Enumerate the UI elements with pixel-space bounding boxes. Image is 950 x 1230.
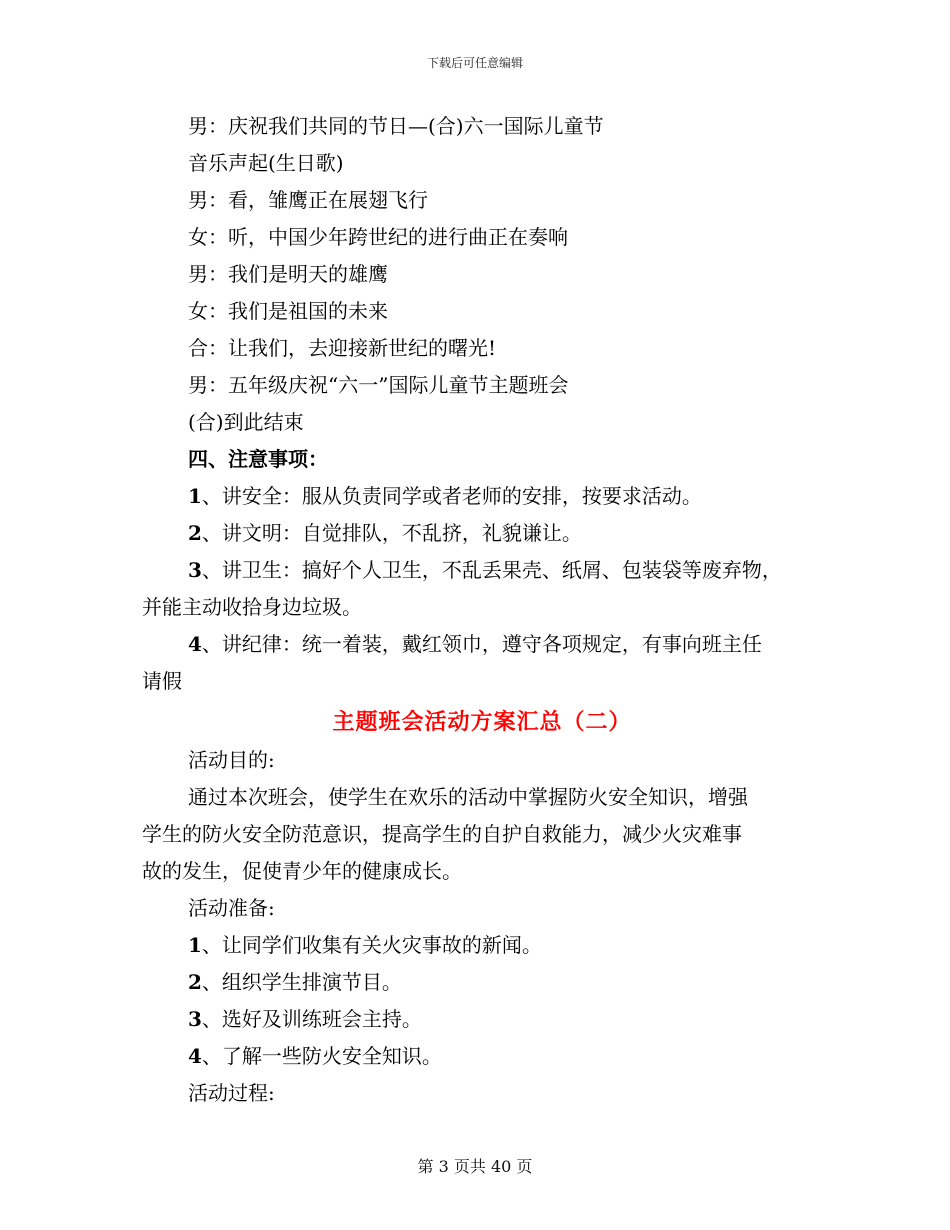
dialogue-line: (合)到此结束 [188, 410, 304, 434]
prep-item [142, 964, 822, 1001]
prep-item [142, 1038, 822, 1075]
notes-section [142, 441, 822, 700]
note-item [142, 552, 822, 589]
prep-number: 3 [188, 1007, 202, 1031]
prep-text: 、组织学生排演节目。 [201, 970, 402, 994]
note-continuation: 并能主动收拾身边垃圾。 [142, 595, 362, 619]
prep-item [142, 927, 822, 964]
prep-text: 、了解一些防火安全知识。 [201, 1044, 442, 1068]
prep-label: 活动准备: [188, 896, 275, 920]
process-label: 活动过程: [188, 1081, 275, 1105]
note-number: 3 [188, 558, 202, 582]
section-title: 主题班会活动方案汇总（二） [332, 709, 632, 735]
note-number: 2 [188, 521, 202, 545]
goal-label: 活动目的: [188, 748, 275, 772]
dialogue-line: 男：庆祝我们共同的节日—(合)六一国际儿童节 [188, 114, 604, 138]
note-item [142, 626, 822, 663]
note-text: 、讲卫生：搞好个人卫生，不乱丢果壳、纸屑、包装袋等废弃物， [201, 558, 782, 582]
dialogue-line: 女：我们是祖国的未来 [188, 299, 388, 323]
dialogue-line: 女：听，中国少年跨世纪的进行曲正在奏响 [188, 225, 568, 249]
note-text: 、讲纪律：统一着装，戴红领巾，遵守各项规定，有事向班主任 [201, 632, 762, 656]
page-footer: 第 3 页共 40 页 [417, 1157, 533, 1176]
goal-line: 通过本次班会，使学生在欢乐的活动中掌握防火安全知识，增强 [188, 785, 748, 809]
plan-two-body [142, 742, 822, 1112]
goal-line: 学生的防火安全防范意识，提高学生的自护自救能力，减少火灾难事 [142, 822, 742, 846]
dialogue-block [142, 108, 822, 441]
document-body [142, 108, 822, 1112]
prep-number: 2 [188, 970, 202, 994]
goal-line: 故的发生，促使青少年的健康成长。 [142, 859, 462, 883]
dialogue-line: 合：让我们，去迎接新世纪的曙光! [188, 336, 497, 360]
note-continuation: 请假 [142, 669, 182, 693]
note-item [142, 515, 822, 552]
section-heading: 四、注意事项： [188, 447, 328, 471]
prep-number: 4 [188, 1044, 202, 1068]
note-text: 、讲文明：自觉排队，不乱挤，礼貌谦让。 [201, 521, 582, 545]
note-text: 、讲安全：服从负责同学或者老师的安排，按要求活动。 [201, 484, 702, 508]
note-number: 4 [188, 632, 202, 656]
dialogue-line: 男：看，雏鹰正在展翅飞行 [188, 188, 428, 212]
prep-item [142, 1001, 822, 1038]
dialogue-line: 男：五年级庆祝“六一”国际儿童节主题班会 [188, 373, 569, 397]
note-item [142, 478, 822, 515]
header-note: 下载后可任意编辑 [426, 56, 523, 70]
prep-text: 、选好及训练班会主持。 [201, 1007, 422, 1031]
note-number: 1 [188, 484, 202, 508]
prep-number: 1 [188, 933, 202, 957]
dialogue-line: 音乐声起(生日歌) [188, 151, 344, 175]
dialogue-line: 男：我们是明天的雄鹰 [188, 262, 388, 286]
prep-text: 、让同学们收集有关火灾事故的新闻。 [201, 933, 542, 957]
